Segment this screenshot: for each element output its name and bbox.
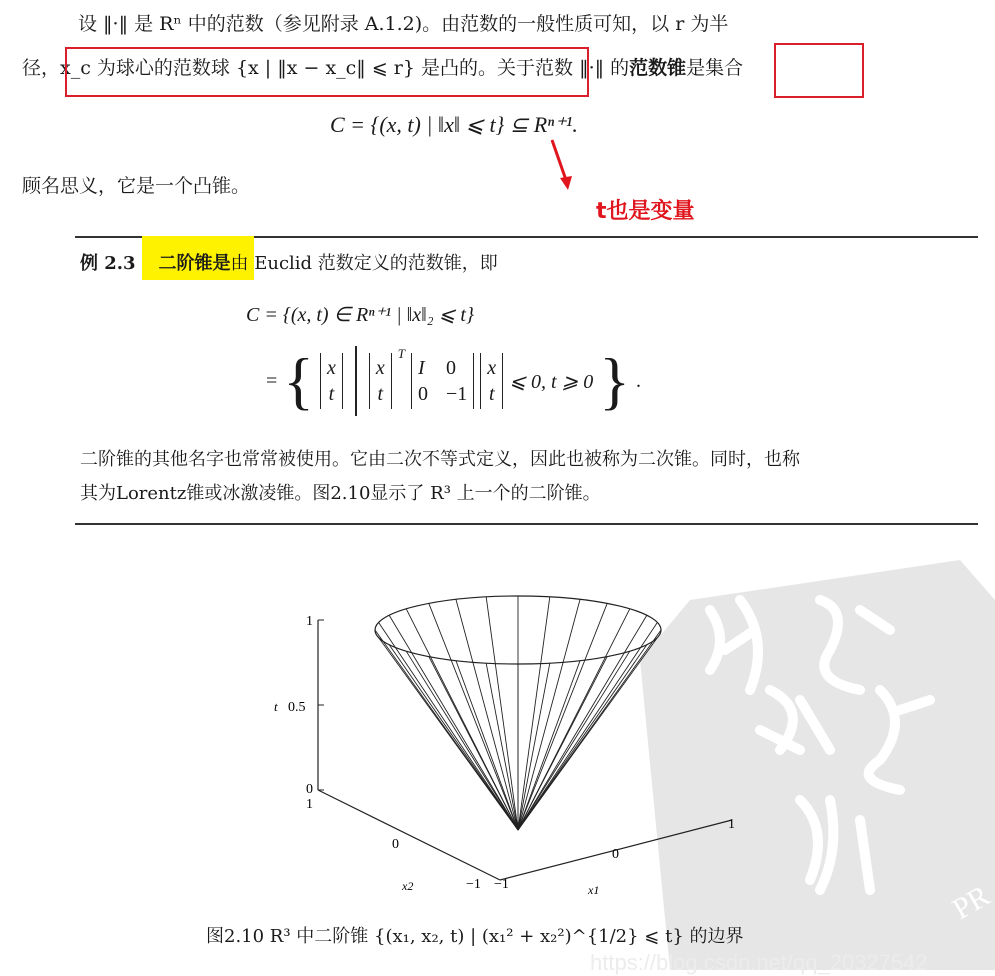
x1-tick-label-0: 0 [612,847,619,862]
url-watermark: https://blog.csdn.net/qq_20327542 [590,950,928,975]
x1-tick-label-1: 1 [728,817,735,832]
para1-line2-end: 是集合 [686,57,744,79]
watermark-text: PR [947,879,995,927]
t-tick-label-1: 1 [306,614,313,629]
para2: 顾名思义，它是一个凸锥。 [22,175,251,197]
cone-ruling-line [518,645,647,830]
x2-axis [318,790,500,880]
cone-ruling-line [518,615,647,830]
t-tick-label-0: 0 [306,782,313,797]
para1-line1: 设 ‖·‖ 是 Rⁿ 中的范数（参见附录 A.1.2)。由范数的一般性质可知，以 r 为半 [78,13,729,35]
vector-xt-3: x t [480,353,503,409]
example-heading [80,252,498,276]
x2-tick-label-0: 0 [392,837,399,852]
para1-line2-mid: 是凸的。关于范数 ‖·‖ 的 [414,57,630,79]
t-axis-label: t [274,699,278,714]
norm-cone-highlight-box [774,43,864,98]
norm-ball-highlight-box [65,47,589,97]
brace-open: { [283,345,314,416]
example-body-line2: 其为Lorentz锥或冰激凌锥。图2.10显示了 R³ 上一个的二阶锥。 [80,483,601,504]
cone-ruling-line [518,638,657,830]
transpose-mark: T [397,346,406,361]
example-bottom-rule [75,523,978,525]
norm-cone-term: 范数锥 [629,57,687,79]
cone-ruling-line [518,599,580,830]
vector-xt-1: x t [320,353,343,409]
x1-axis-label: x1 [588,883,600,897]
para1-line2-start: 径， [22,57,61,79]
x2-axis-label: x2 [402,879,414,893]
second-order-cone-term: 二阶锥是 [158,253,231,274]
arrow-annotation-icon [540,136,580,192]
vector-xt-2: x t [369,353,392,409]
x2-tick-label-1: 1 [306,797,313,812]
cone-ruling-line [486,597,518,830]
cone-ruling-line [456,599,518,830]
norm-cone-formula: C = {(x, t) | ‖x‖ ⩽ t} ⊆ Rⁿ⁺¹. [330,112,578,137]
soc-eq1: C = {(x, t) ∈ Rⁿ⁺¹ | ‖x‖₂ ⩽ t} [246,304,474,326]
norm-ball-text: x_c 为球心的范数球 {x | ‖x − x_c‖ ⩽ r} [60,57,415,79]
cone-figure [270,590,770,905]
example-label: 例 2.3 [80,253,136,274]
t-tick-label-05: 0.5 [288,700,306,715]
x2-tick-label-m1: −1 [466,877,481,892]
matrix-I: I 0 0 −1 [411,353,474,409]
set-bar [355,346,357,416]
soc-eq2-tail: ⩽ 0, t ⩾ 0 [509,370,594,393]
example-body-line1: 二阶锥的其他名字也常常被使用。它由二次不等式定义，因此也被称为二次锥。同时，也称 [80,449,800,470]
cone-ruling-line [518,597,550,830]
annotation-t-variable: t也是变量 [596,199,695,224]
brace-close: } [599,345,630,416]
example-intro: 由 Euclid 范数定义的范数锥，即 [230,253,498,274]
cone-ruling-line [389,615,518,830]
figure-caption: 图2.10 R³ 中二阶锥 {(x₁, x₂, t) | (x₁² + x₂²)^{1/2} ⩽ t} 的边界 [206,926,744,947]
x1-tick-label-m1: −1 [494,877,509,892]
soc-eq2: = { x t x t $^T$ I 0 0 −1 x t ⩽ 0, t ⩾ 0 } . [266,345,641,416]
cone-rulings [375,596,661,830]
cone-ruling-line [518,609,630,830]
cone-ruling-line [406,609,518,830]
